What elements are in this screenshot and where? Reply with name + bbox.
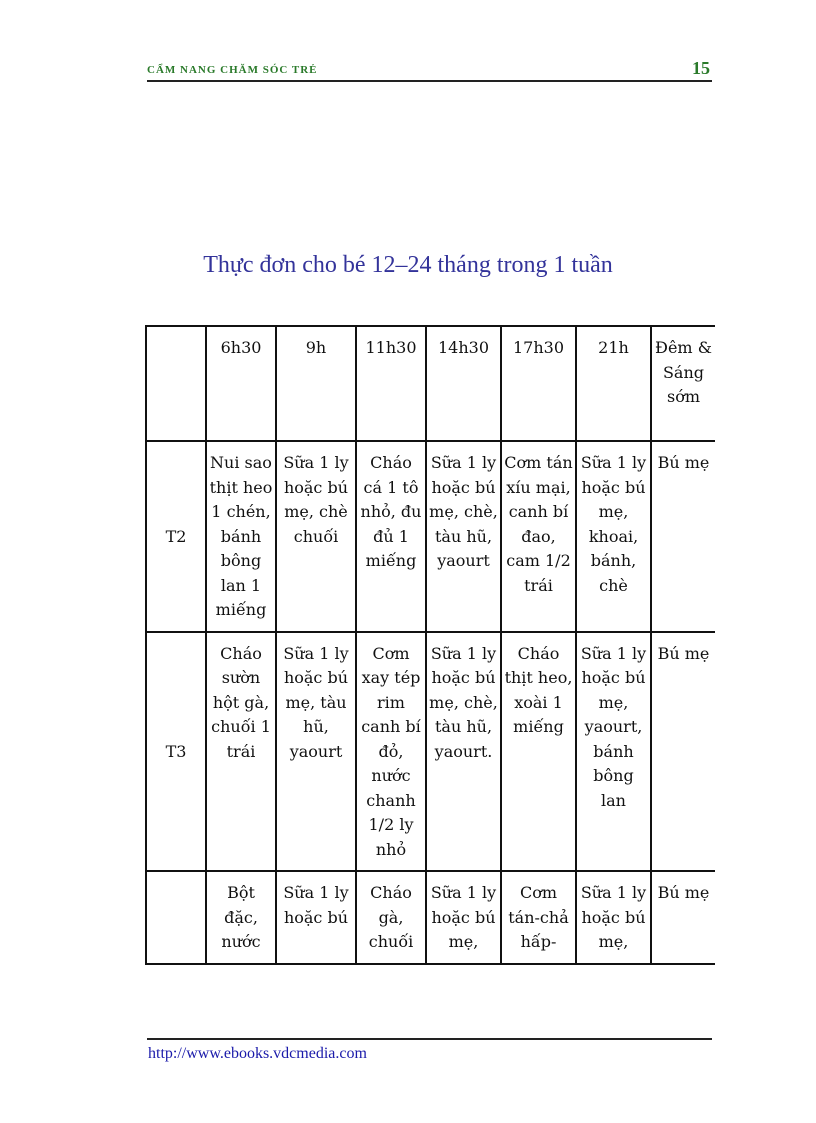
corner-cell: [146, 326, 206, 441]
table-cell: Cơm tán-chả hấp-: [501, 871, 576, 964]
table-cell: Sữa 1 ly hoặc bú mẹ, chè chuối: [276, 441, 356, 632]
table-cell: Sữa 1 ly hoặc bú mẹ, khoai, bánh, chè: [576, 441, 651, 632]
table-cell: Bú mẹ: [651, 871, 715, 964]
website-link[interactable]: http://www.ebooks.vdcmedia.com: [148, 1045, 367, 1062]
table-cell: Sữa 1 ly hoặc bú mẹ,: [576, 871, 651, 964]
table-cell: Cơm tán xíu mại, canh bí đao, cam 1/2 trái: [501, 441, 576, 632]
table-cell: Sữa 1 ly hoặc bú mẹ, yaourt, bánh bông lan: [576, 632, 651, 872]
column-header: 11h30: [356, 326, 426, 441]
table-row: [146, 871, 715, 964]
page-header: [147, 58, 712, 82]
row-label: T2: [146, 441, 206, 632]
table-cell: Sữa 1 ly hoặc bú mẹ, chè, tàu hũ, yaourt.: [426, 632, 501, 872]
table-cell: Cháo thịt heo, xoài 1 miếng: [501, 632, 576, 872]
table-header-row: [146, 326, 715, 441]
page-number: 15: [692, 58, 710, 78]
column-header: 14h30: [426, 326, 501, 441]
table-cell: Cháo sườn hột gà, chuối 1 trái: [206, 632, 276, 872]
table-cell: Cháo gà, chuối: [356, 871, 426, 964]
column-header: 17h30: [501, 326, 576, 441]
table-cell: Sữa 1 ly hoặc bú mẹ, chè, tàu hũ, yaourt: [426, 441, 501, 632]
footer-divider: [147, 1038, 712, 1040]
menu-table-container: [145, 325, 715, 1019]
column-header: 21h: [576, 326, 651, 441]
document-title: Thực đơn cho bé 12–24 tháng trong 1 tuần: [203, 252, 613, 278]
row-label: T3: [146, 632, 206, 872]
table-cell: Bột đặc, nước: [206, 871, 276, 964]
table-cell: Sữa 1 ly hoặc bú: [276, 871, 356, 964]
column-header: 6h30: [206, 326, 276, 441]
book-title: CẨM NANG CHĂM SÓC TRẺ: [147, 64, 318, 76]
table-cell: Sữa 1 ly hoặc bú mẹ,: [426, 871, 501, 964]
column-header: Đêm & Sáng sớm: [651, 326, 715, 441]
table-cell: Bú mẹ: [651, 441, 715, 632]
table-row: [146, 632, 715, 872]
table-cell: Nui sao thịt heo 1 chén, bánh bông lan 1 miếng: [206, 441, 276, 632]
table-cell: Cháo cá 1 tô nhỏ, đu đủ 1 miếng: [356, 441, 426, 632]
row-label: [146, 871, 206, 964]
table-row: [146, 441, 715, 632]
table-cell: Bú mẹ: [651, 632, 715, 872]
table-cell: Cơm xay tép rim canh bí đỏ, nước chanh 1/2 ly nhỏ: [356, 632, 426, 872]
table-cell: Sữa 1 ly hoặc bú mẹ, tàu hũ, yaourt: [276, 632, 356, 872]
column-header: 9h: [276, 326, 356, 441]
menu-table: [145, 325, 715, 965]
